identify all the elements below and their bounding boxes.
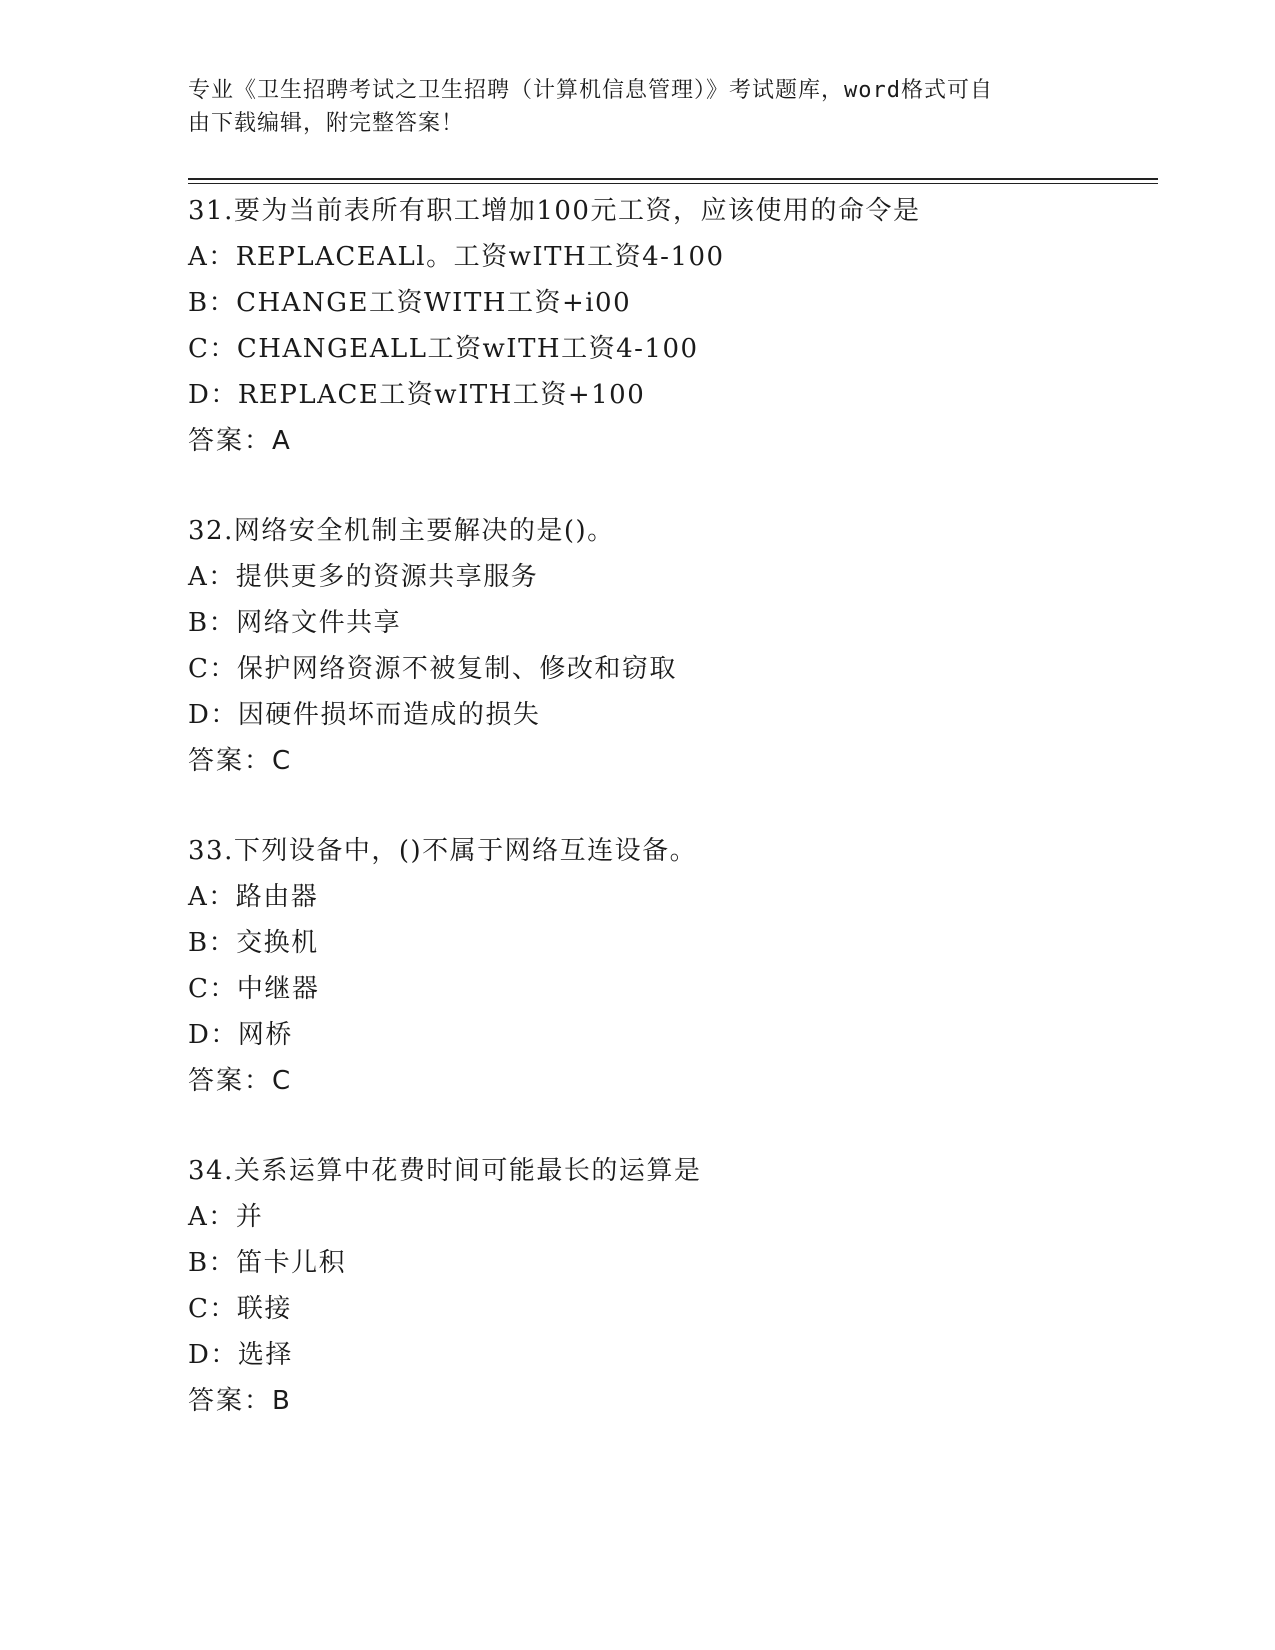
option-c: C：联接 bbox=[188, 1294, 292, 1324]
question-34 bbox=[188, 1148, 1148, 1424]
answer-text: 答案：A bbox=[188, 426, 292, 456]
option-a: A：提供更多的资源共享服务 bbox=[188, 562, 539, 592]
question-31 bbox=[188, 188, 1148, 464]
option-d: D：选择 bbox=[188, 1340, 293, 1370]
header-divider-thin bbox=[188, 183, 1158, 184]
answer-text: 答案：B bbox=[188, 1386, 292, 1416]
option-b: B：交换机 bbox=[188, 928, 319, 958]
option-d: D：因硬件损坏而造成的损失 bbox=[188, 700, 541, 730]
document-header bbox=[188, 74, 1068, 140]
answer-text: 答案：C bbox=[188, 746, 293, 776]
header-divider-thick bbox=[188, 178, 1158, 180]
option-b: B：CHANGE工资WITH工资+i00 bbox=[188, 288, 632, 318]
option-b: B：笛卡儿积 bbox=[188, 1248, 347, 1278]
option-d: D：网桥 bbox=[188, 1020, 293, 1050]
option-a: A：REPLACEALl。工资wITH工资4-100 bbox=[188, 242, 725, 272]
question-33 bbox=[188, 828, 1148, 1104]
option-c: C：中继器 bbox=[188, 974, 320, 1004]
question-32 bbox=[188, 508, 1148, 784]
option-a: A：并 bbox=[188, 1202, 264, 1232]
option-d: D：REPLACE工资wITH工资+100 bbox=[188, 380, 646, 410]
answer-text: 答案：C bbox=[188, 1066, 293, 1096]
header-line-1: 专业《卫生招聘考试之卫生招聘（计算机信息管理）》考试题库，word格式可自 bbox=[188, 78, 993, 103]
option-c: C：CHANGEALL工资wITH工资4-100 bbox=[188, 334, 699, 364]
option-a: A：路由器 bbox=[188, 882, 319, 912]
header-line-2: 由下载编辑，附完整答案！ bbox=[188, 111, 465, 136]
question-stem: 33.下列设备中，()不属于网络互连设备。 bbox=[188, 836, 698, 866]
question-stem: 32.网络安全机制主要解决的是()。 bbox=[188, 516, 615, 546]
question-stem: 31.要为当前表所有职工增加100元工资，应该使用的命令是 bbox=[188, 196, 921, 226]
question-stem: 34.关系运算中花费时间可能最长的运算是 bbox=[188, 1156, 702, 1186]
option-b: B：网络文件共享 bbox=[188, 608, 402, 638]
option-c: C：保护网络资源不被复制、修改和窃取 bbox=[188, 654, 677, 684]
